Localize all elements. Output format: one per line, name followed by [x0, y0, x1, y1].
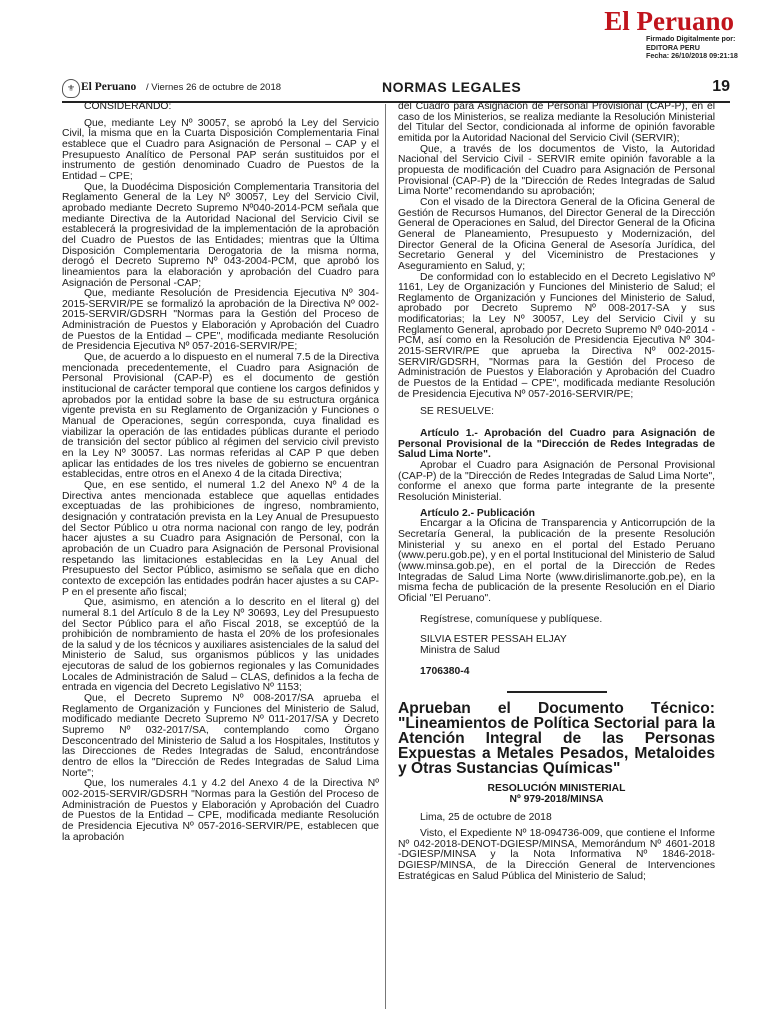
signed-line: Fecha: 26/10/2018 09:21:18: [646, 51, 738, 61]
resolution-heading: [398, 784, 715, 805]
page-header: [62, 77, 730, 103]
article-1-text: Aprobar el Cuadro para Asignación de Personal Provisional (CAP-P) de la "Dirección de Redes Integradas de Salud Lima Norte", conforme el anexo que forma parte integrante de la presente Resolución Ministerial.: [398, 460, 715, 503]
second-norm-title: Aprueban el Documento Técnico: "Lineamientos de Política Sectorial para la Atención Integral de las Personas Expuestas a Metales Pesados, Metaloides y Otras Sustancias Químicas": [398, 700, 715, 778]
paragraph: Que, el Decreto Supremo Nº 008-2017/SA aprueba el Reglamento de Organización y Funciones del Ministerio de Salud, modificado mediante Decreto Supremo Nº 011-2017/SA y Decreto Supremo Nº 032-2017/SA, contemplando como Órgano Desconcentrado del Ministerio de Salud a los Hospitales, Institutos y las Direcciones de Redes Integradas de Salud, encontrándose dentro de ellos la "Dirección de Redes Integradas de Salud Lima Norte";: [62, 693, 379, 779]
coat-of-arms-icon: ⚜: [62, 79, 80, 98]
paragraph: Que, mediante Ley Nº 30057, se aprobó la Ley del Servicio Civil, la misma que en la Cuarta Disposición Complementaria Final establece que el Cuadro para Asignación de Personal – CAP y el Presupuesto Analítico de Personal PAP serán sustituidos por el instrumento de gestión denominado Cuadro de Puestos de la Entidad – CPE;: [62, 117, 379, 182]
signed-line: Firmado Digitalmente por:: [646, 34, 736, 43]
considerando-heading: CONSIDERANDO:: [84, 101, 172, 112]
place-date: Lima, 25 de octubre de 2018: [420, 812, 552, 824]
section-title: NORMAS LEGALES: [382, 79, 522, 95]
article-2-text: Encargar a la Oficina de Transparencia y Anticorrupción de la Secretaría General, la publicación de la presente Resolución Ministerial y su anexo en el portal del Estado Peruano (www.peru.gob.pe), y en el portal Institucional del Ministerio de Salud (www.minsa.gob.pe), en el portal de la Dirección de Redes Integradas de Salud Lima Norte (www.dirislimanorte.gob.pe), en la misma fecha de publicación de la presente Resolución en el Diario Oficial "El Peruano".: [398, 518, 715, 604]
left-column: [62, 102, 379, 843]
section-separator: [507, 691, 607, 693]
paragraph-continued: del Cuadro para Asignación de Personal Provisional (CAP-P), en el caso de los Ministerios, se realiza mediante la Resolución Ministerial del Titular del Sector, condicionada al informe de opinión favorable emitida por la Autoridad Nacional del Servicio Civil (SERVIR);: [398, 101, 715, 144]
resolution-type: RESOLUCIÓN MINISTERIAL: [487, 783, 626, 795]
paragraph: Que, en ese sentido, el numeral 1.2 del Anexo Nº 4 de la Directiva antes mencionada establece que aquellas entidades exceptuadas de las prohibiciones de ingreso, nombramiento, designación y contratación prevista en la Ley Anual de Presupuesto del Sector Público u otra norma nacional con rango de ley, podrán hacer ajustes a su Cuadro para Asignación de Personal, con la aprobación de un Cuadro para Asignación de Personal Provisional respetando las limitaciones establecidas en la Ley Anual del Presupuesto del Sector Público, asimismo se señala que en dicho contexto de excepción las entidades podrán hacer ajustes a su CAP-P en el presente año fiscal;: [62, 479, 379, 598]
visto-paragraph: Visto, el Expediente Nº 18-094736-009, que contiene el Informe Nº 042-2018-DENOT-DGIESP/MINSA, Memorándum Nº 4601-2018 -DGIESP/MINSA y la Nota Informativa Nº 1846-2018-DGIESP/MINSA, de la Dirección General de Intervenciones Estratégicas en Salud Pública del Ministerio de Salud;: [398, 828, 715, 882]
resolution-number: Nº 979-2018/MINSA: [509, 793, 604, 805]
digital-signature-note: [646, 35, 738, 61]
page-number: 19: [712, 78, 730, 95]
signed-line: EDITORA PERU: [646, 42, 700, 52]
paragraph: Que, asimismo, en atención a lo descrito en el literal g) del numeral 8.1 del Artículo 8 de la Ley Nº 30693, Ley del Presupuesto del Sector Público para el año Fiscal 2018, se exceptúó de la prohibición de nombramiento de hasta el 20% de los profesionales de la salud y de los técnicos y auxiliares asistenciales de la salud del Ministerio de Salud, sus organismos públicos y las unidades ejecutoras de salud de los gobiernos regionales y las Comunidades Locales de Administración de Salud – CLAS, definidos a la fecha de entrada en vigencia del Decreto Legislativo Nº 1153;: [62, 597, 379, 694]
article-1-title: Artículo 1.- Aprobación del Cuadro para Asignación de Personal Provisional de la "Dirección de Redes Integradas de Salud Lima Norte".: [398, 428, 715, 461]
el-peruano-logo: El Peruano: [604, 6, 734, 36]
paragraph: Que, de acuerdo a lo dispuesto en el numeral 7.5 de la Directiva mencionada precedentemente, el Cuadro para Asignación de Personal Provisional (CAP-P) es el documento de gestión institucional de carácter temporal que contiene los cargos definidos y aprobados por la entidad sobre la base de su estructura orgánica vigente prevista en su Reglamento de Organización y Funciones o Manual de Operaciones, según corresponda, cuya finalidad es viabilizar la operación de las entidades públicas durante el periodo de transición del sector público al régimen del servicio civil previsto en la Ley Nº 30057. Las normas referidas al CAP P que deben aplicar las entidades de los tres niveles de gobierno se encuentran establecidas, entre otros en el Anexo 4 de la citada Directiva;: [62, 352, 379, 481]
closing-formula: Regístrese, comuníquese y publíquese.: [420, 613, 603, 625]
right-column: [398, 102, 715, 882]
header-date: / Viernes 26 de octubre de 2018: [146, 82, 282, 93]
signer-name: SILVIA ESTER PESSAH ELJAY: [420, 634, 567, 646]
header-paper-name: El Peruano: [81, 81, 137, 93]
paragraph: De conformidad con lo establecido en el Decreto Legislativo Nº 1161, Ley de Organización y Funciones del Ministerio de Salud; el Reglamento de Organización y Funciones del Ministerio de Salud, aprobado por Decreto Supremo Nº 008-2017-SA y sus modificatorias; la Ley Nº 30057, Ley del Servicio Civil y su Reglamento General, aprobado por Decreto Supremo Nº 040-2014 -PCM, así como en la Resolución de Presidencia Ejecutiva Nº 304-2015-SERVIR/PE que aprueba la Directiva Nº 002-2015-SERVIR/GDSRH, "Normas para la Gestión del Proceso de Administración de Puestos y Elaboración y Aprobación del Cuadro de Puestos de la Entidad – CPE", modificada mediante Resolución de Presidencia Ejecutiva Nº 057-2016-SERVIR/PE;: [398, 271, 715, 400]
paragraph: Que, a través de los documentos de Visto, la Autoridad Nacional del Servicio Civil - SERVIR emite opinión favorable a la propuesta de modificación del Cuadro para Asignación de Personal Provisional (CAP-P) de la "Dirección de Redes Integradas de Salud Lima Norte" recomendando su aprobación;: [398, 143, 715, 198]
signer-title: Ministra de Salud: [420, 644, 500, 656]
column-divider: [385, 104, 386, 1009]
paragraph: Con el visado de la Directora General de la Oficina General de Gestión de Recursos Humanos, del Director General de la Dirección General de Operaciones en Salud, del Director General de la Oficina General de Planeamiento, Presupuesto y Modernización, del Director General de la Oficina General de Asesoría Jurídica, del Secretario General y del Viceministro de Prestaciones y Aseguramiento en Salud, y;: [398, 196, 715, 272]
paragraph: Que, la Duodécima Disposición Complementaria Transitoria del Reglamento General de la Ley Nº 30057, Ley del Servicio Civil, aprobado mediante Decreto Supremo Nº040-2014-PCM señala que mediante Directiva de la Autoridad Nacional del Servicio Civil se establecerá la progresividad de la implementación de la aprobación del Cuadro de Puestos de las Entidades; mientras que la Última Disposición Complementaria Derogatoria de la misma norma, derogó el Decreto Supremo Nº 043-2004-PCM, que aprobó los lineamientos para la elaboración y aprobación del Cuadro para Asignación de Personal -CAP;: [62, 181, 379, 289]
paragraph: Que, los numerales 4.1 y 4.2 del Anexo 4 de la Directiva Nº 002-2015-SERVIR/GDSRH "Normas para la Gestión del Proceso de Administración de Puestos y Elaboración y Aprobación del Cuadro de Puestos de la Entidad – CPE, modificada mediante Resolución de Presidencia Ejecutiva Nº 057-2016-SERVIR/PE, establecen que la aprobación: [62, 778, 379, 843]
document-number: 1706380-4: [420, 665, 470, 677]
article-2-title: Artículo 2.- Publicación: [420, 507, 535, 519]
se-resuelve-heading: SE RESUELVE:: [420, 406, 494, 418]
paragraph: Que, mediante Resolución de Presidencia Ejecutiva Nº 304-2015-SERVIR/PE se formalizó la aprobación de la Directiva Nº 002-2015-SERVIR/GDSRH "Normas para la Gestión del Proceso de Administración de Puestos y Elaboración y Aprobación del Cuadro de Puestos de la Entidad – CPE", modificada mediante Resolución de Presidencia Ejecutiva Nº 057-2016-SERVIR/PE;: [62, 288, 379, 353]
